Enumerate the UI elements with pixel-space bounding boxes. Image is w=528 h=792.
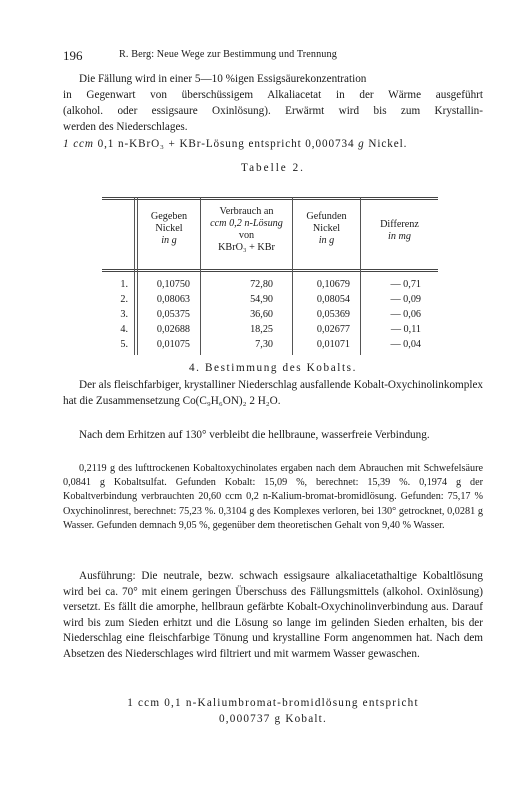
- cell-consumption: 36,60: [250, 309, 273, 320]
- header-found-l2: Nickel: [312, 223, 341, 234]
- intro-line-2: in Gegenwart von überschüssigem Alkaliacetat in der Wärme ausgeführt: [63, 89, 483, 101]
- row-number: 2.: [120, 294, 128, 305]
- cell-consumption: 18,25: [250, 324, 273, 335]
- intro-line-3: (alkohol. oder essigsaure Oxinlösung). Erwärmt wird bis zum Krystallin-: [63, 105, 483, 117]
- table-header-rule-2: [102, 271, 438, 272]
- cell-difference: — 0,11: [390, 324, 421, 335]
- header-given-l3: in g: [161, 235, 177, 246]
- cell-given: 0,01075: [156, 339, 190, 350]
- header-found: [293, 211, 360, 247]
- results-table: [102, 197, 438, 355]
- cell-difference: — 0,04: [390, 339, 421, 350]
- header-cons-l1: Verbrauch an: [219, 206, 274, 217]
- header-cons-l4: KBrO₃ + KBr: [218, 242, 275, 253]
- header-difference: [361, 219, 438, 243]
- cell-found: 0,10679: [316, 279, 350, 290]
- row-number: 1.: [120, 279, 128, 290]
- cell-given: 0,08063: [156, 294, 190, 305]
- table-top-rule: [102, 197, 438, 198]
- equiv-unit: g: [354, 138, 365, 150]
- equiv-text: 0,1 n-KBrO₃ + KBr-Lösung entspricht 0,000734: [93, 138, 355, 150]
- cell-consumption: 72,80: [250, 279, 273, 290]
- cobalt-equivalence-line-1: 1 ccm 0,1 n-Kaliumbromat-bromidlösung entspricht: [127, 697, 419, 709]
- page-number: 196: [63, 48, 83, 63]
- cell-given: 0,02688: [156, 324, 190, 335]
- paragraph-analysis: 0,2119 g des lufttrockenen Kobaltoxychinolates ergaben nach dem Abrauchen mit Schwefelsäure 0,0841 g Kobaltsulfat. Gefunden Kobalt: 15,09 %, berechnet: 15,39 %. 0,1974 g der Kobaltverbindung verbrauchten 20,60 ccm 0,2 n-Kalium-bromat-bromidlösung. Gefunden: 75,17 % Oxychinolinrest, berechnet: 75,23 %. 0,3104 g des Komplexes verloren, bei 130° getrocknet, 0,0281 g Wasser. Gefunden demnach 9,05 %, gegenüber dem theoretischen Gehalt von 9,40 % Wasser.: [63, 463, 483, 531]
- equiv-element: Nickel.: [364, 138, 408, 150]
- paragraph-heating: Nach dem Erhitzen auf 130° verbleibt die hellbraune, wasserfreie Verbindung.: [79, 429, 430, 441]
- row-number: 5.: [120, 339, 128, 350]
- cell-difference: — 0,71: [390, 279, 421, 290]
- cell-found: 0,08054: [316, 294, 350, 305]
- paragraph-composition: Der als fleischfarbiger, krystalliner Niederschlag ausfallende Kobalt-Oxychinolinkomplex hat die Zusammensetzung Co(C₉H₆ON)₂ 2 H₂O.: [63, 379, 483, 407]
- paragraph-procedure: Ausführung: Die neutrale, bezw. schwach essigsaure alkaliacetathaltige Kobaltlösung wird bei ca. 70° mit einem geringen Überschuss des Fällungsmittels (alkohol. Oxinlösung) versetzt. Es fällt die amorphe, hellbraun gefärbte Kobalt-Oxychinolinverbindung aus. Darauf wird bis zum Sieden erhitzt und die Lösung so lange im gelinden Sieden erhalten, bis der Niederschlag eine fleischfarbige Tönung und krystalline Form angenommen hat. Nach dem Absetzen des Niederschlages wird filtriert und mit warmem Wasser gewaschen.: [63, 570, 483, 660]
- cell-consumption: 54,90: [250, 294, 273, 305]
- row-number: 4.: [120, 324, 128, 335]
- row-number: 3.: [120, 309, 128, 320]
- header-cons-l3: von: [238, 230, 255, 241]
- table-title: Tabelle 2.: [241, 162, 305, 174]
- header-cons-l2: ccm 0,2 n-Lösung: [210, 218, 283, 229]
- header-diff-l1: Differenz: [380, 219, 419, 230]
- cobalt-equivalence-line-2: 0,000737 g Kobalt.: [219, 713, 327, 725]
- table-vline-1: [134, 197, 135, 355]
- header-found-l1: Gefunden: [306, 211, 347, 222]
- header-given: [138, 211, 200, 247]
- cell-found: 0,05369: [316, 309, 350, 320]
- section-heading: 4. Bestimmung des Kobalts.: [188, 362, 358, 374]
- cell-found: 0,02677: [316, 324, 350, 335]
- cell-consumption: 7,30: [255, 339, 273, 350]
- header-found-l3: in g: [318, 235, 335, 246]
- header-given-l2: Nickel: [155, 223, 183, 234]
- intro-line-4: werden des Niederschlages.: [63, 121, 188, 133]
- equiv-prefix: 1 ccm: [63, 138, 94, 150]
- header-diff-l2: in mg: [388, 231, 411, 242]
- cell-found: 0,01071: [316, 339, 350, 350]
- cell-difference: — 0,06: [390, 309, 421, 320]
- table-header-rule: [102, 269, 438, 270]
- intro-line-1: Die Fällung wird in einer 5—10 %igen Essigsäurekonzentration: [79, 73, 367, 85]
- cell-difference: — 0,09: [390, 294, 421, 305]
- cell-given: 0,05375: [156, 309, 190, 320]
- running-title: R. Berg: Neue Wege zur Bestimmung und Trennung: [119, 49, 337, 60]
- nickel-equivalence: [63, 137, 483, 153]
- table-top-rule-2: [102, 199, 438, 200]
- running-header: [63, 48, 483, 64]
- header-consumption: [201, 206, 292, 254]
- cell-given: 0,10750: [156, 279, 190, 290]
- header-given-l1: Gegeben: [150, 211, 188, 222]
